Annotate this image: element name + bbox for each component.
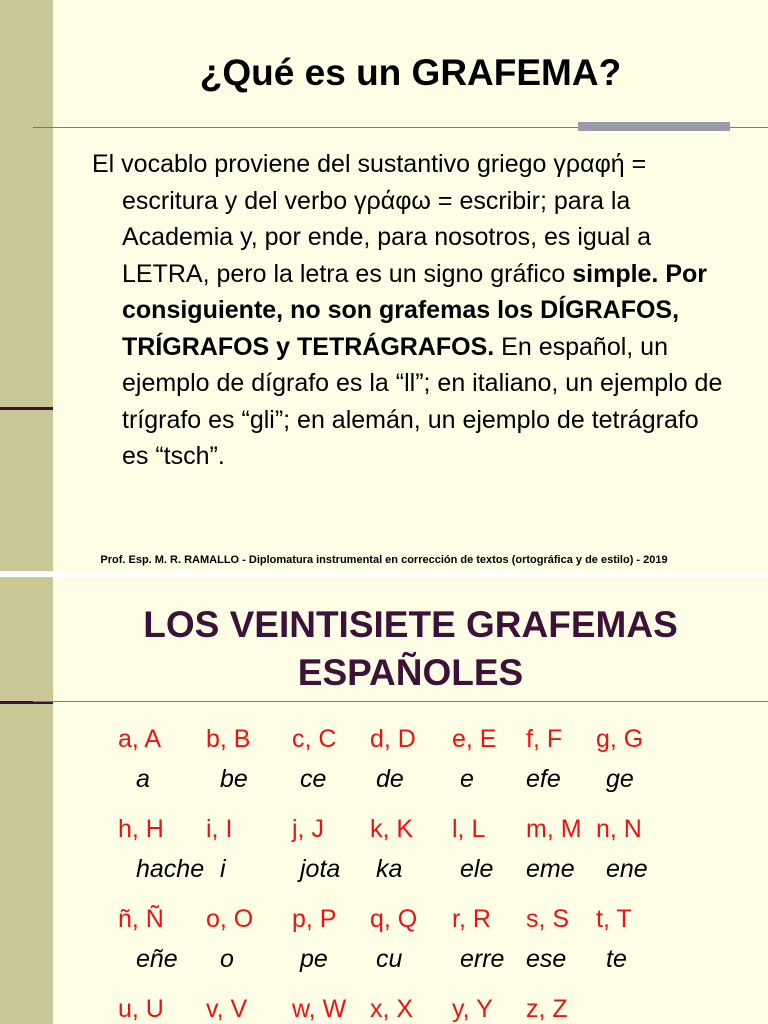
letter-name: hache <box>136 855 205 883</box>
letter-name: ele <box>460 855 494 883</box>
text-run: En español, un ejemplo de dígrafo es la “ll”; en italiano, un ejemplo de trígrafo es “gli”; en alemán, un ejemplo de tetrágrafo es “tsch”. <box>122 332 723 470</box>
sidebar-tick <box>0 407 53 410</box>
letter-pair: t, T <box>596 905 632 933</box>
letter-pair: m, M <box>526 815 582 843</box>
letter-pair: d, D <box>370 725 416 753</box>
letter-pair: o, O <box>206 905 254 933</box>
letter-pair: r, R <box>452 905 491 933</box>
letter-pair: w, W <box>292 995 347 1023</box>
letter-pair: v, V <box>206 995 248 1023</box>
letter-pair: n, N <box>596 815 642 843</box>
letter-name: be <box>220 765 248 793</box>
slide-sidebar <box>0 577 53 1024</box>
letter-pair: x, X <box>370 995 414 1023</box>
title-line-1: LOS VEINTISIETE GRAFEMAS <box>143 604 678 645</box>
letter-name: te <box>606 945 627 973</box>
letter-pair: e, E <box>452 725 497 753</box>
letter-pair: j, J <box>292 815 324 843</box>
letter-name: e <box>460 765 474 793</box>
letter-pair: h, H <box>118 815 164 843</box>
letter-pair: k, K <box>370 815 414 843</box>
letter-pair: f, F <box>526 725 563 753</box>
letter-name: efe <box>526 765 561 793</box>
letter-name: pe <box>300 945 328 973</box>
letter-name: cu <box>376 945 403 973</box>
letter-name: de <box>376 765 404 793</box>
bold-run: simple. Por consiguiente, no son grafemas los DÍGRAFOS, TRÍGRAFOS y TETRÁGRAFOS. <box>122 259 707 361</box>
letter-pair: c, C <box>292 725 337 753</box>
slide-title: ¿Qué es un GRAFEMA? <box>199 52 622 93</box>
slide-spanish-graphemes <box>0 577 768 1024</box>
letter-pair: z, Z <box>526 995 568 1023</box>
letter-name: ka <box>376 855 403 883</box>
letter-pair: p, P <box>292 905 337 933</box>
letter-name: ene <box>606 855 648 883</box>
letter-name: i <box>220 855 226 883</box>
letter-pair: u, U <box>118 995 164 1023</box>
letter-name: erre <box>460 945 505 973</box>
letter-pair: q, Q <box>370 905 418 933</box>
letter-name: a <box>136 765 150 793</box>
definition-paragraph <box>92 146 728 475</box>
footer-course: - Diplomatura instrumental en corrección de textos (ortográfica y de estilo) - 2019 <box>239 554 668 566</box>
slide-title <box>53 601 768 697</box>
title-line-2: ESPAÑOLES <box>297 652 524 693</box>
letter-name: eme <box>526 855 575 883</box>
letter-pair: a, A <box>118 725 162 753</box>
letter-pair: ñ, Ñ <box>118 905 164 933</box>
letter-pair: i, I <box>206 815 233 843</box>
letter-pair: g, G <box>596 725 644 753</box>
slide-footer <box>0 554 768 566</box>
letter-pair: b, B <box>206 725 251 753</box>
letter-pair: l, L <box>452 815 486 843</box>
letter-name: o <box>220 945 234 973</box>
letter-pair: y, Y <box>452 995 493 1023</box>
letter-name: ge <box>606 765 634 793</box>
letter-name: ese <box>526 945 567 973</box>
text-run: El vocablo proviene del sustantivo griego γραφή = escritura y del verbo γράφω = escribir; para la Academia y, por ende, para nosotros, es igual a LETRA, pero la letra es un signo gráfico <box>92 150 652 288</box>
divider-accent <box>578 122 730 131</box>
letter-name: jota <box>300 855 341 883</box>
letter-name: ce <box>300 765 327 793</box>
letter-name: eñe <box>136 945 178 973</box>
slide-sidebar <box>0 0 53 571</box>
letter-pair: s, S <box>526 905 570 933</box>
title-divider <box>33 701 768 702</box>
footer-author: Prof. Esp. M. R. RAMALLO <box>100 554 240 566</box>
